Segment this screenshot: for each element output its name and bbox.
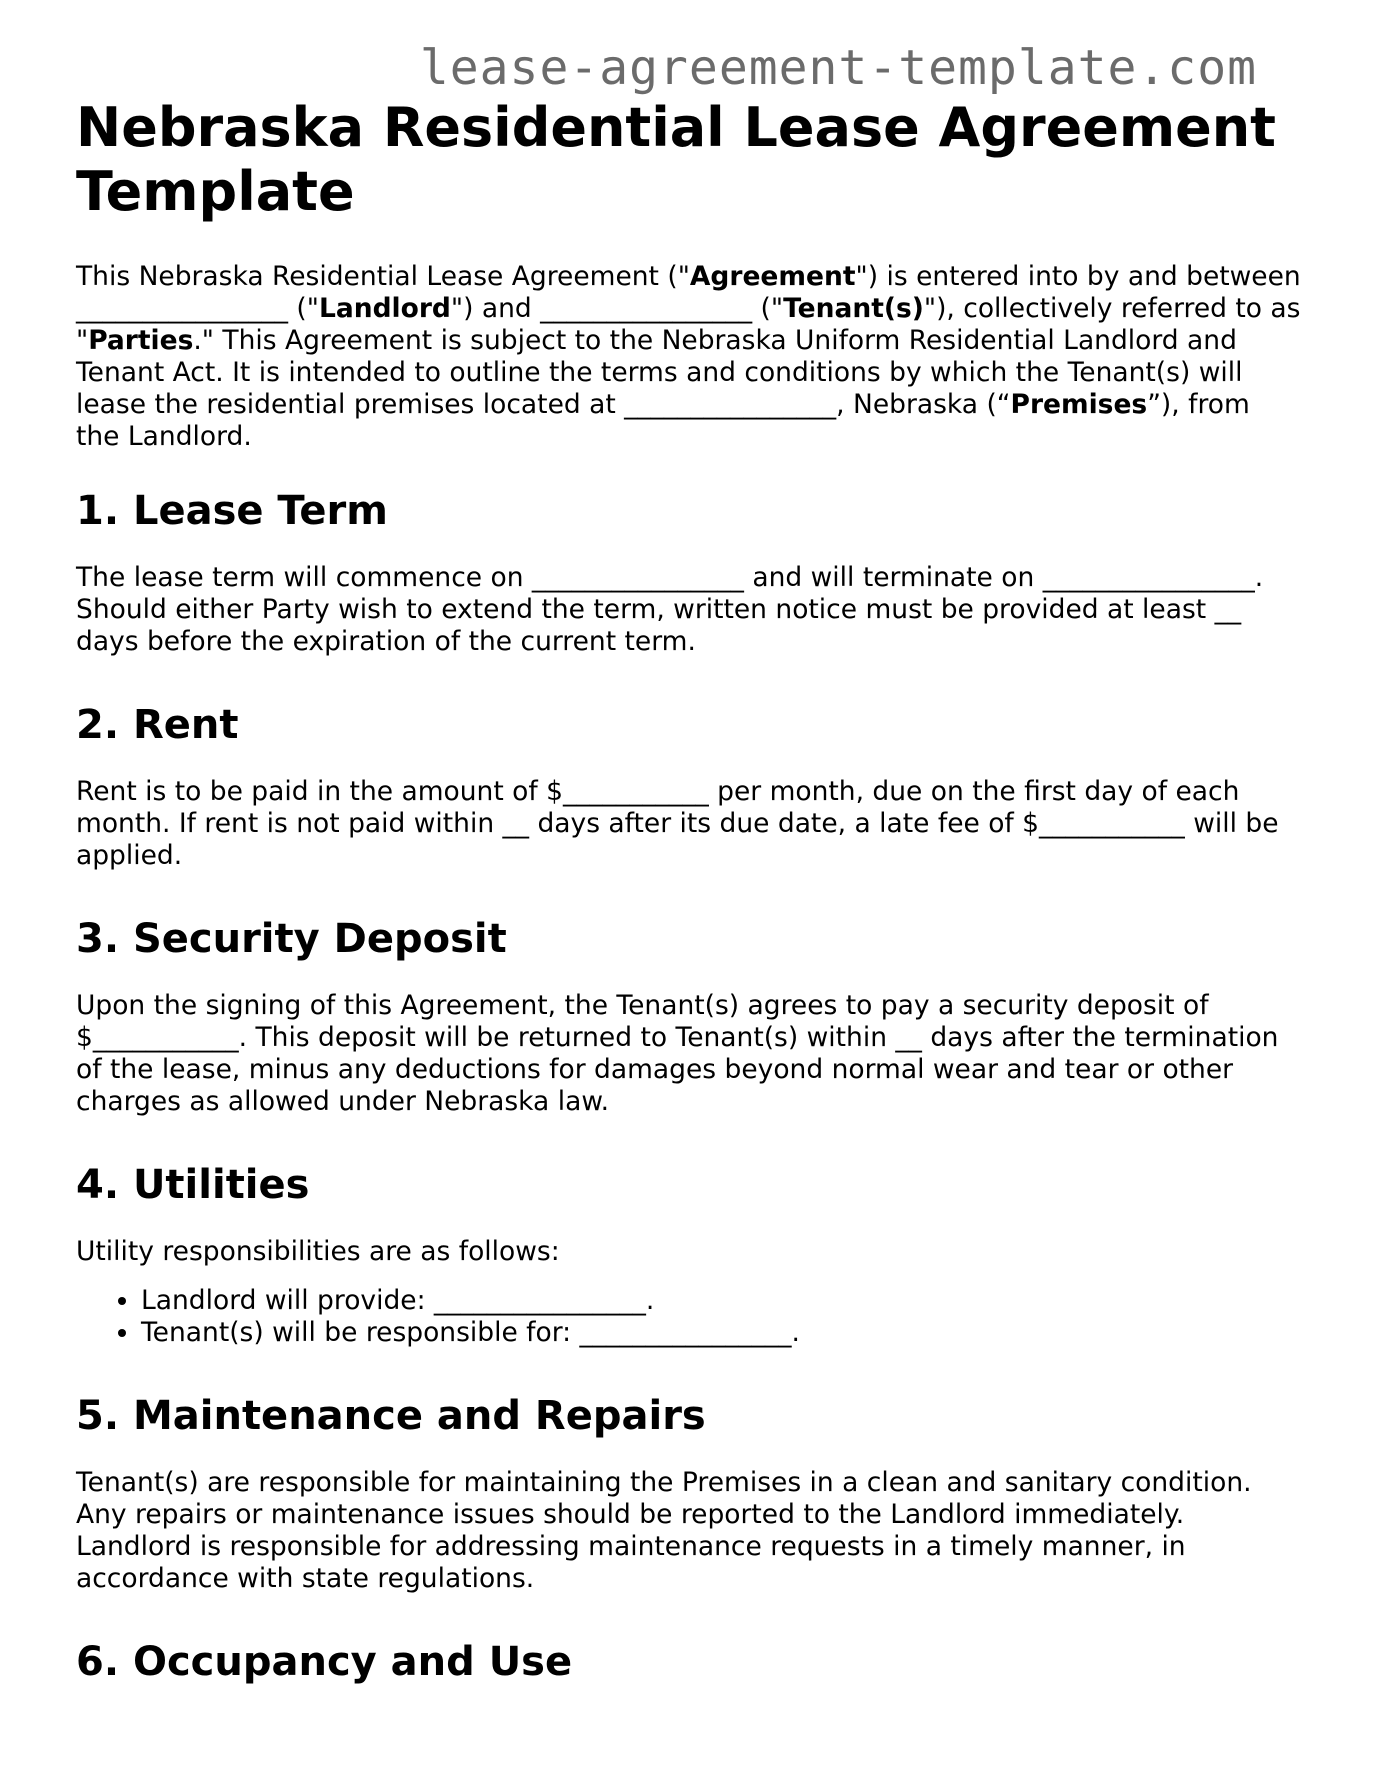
intro-text: ." This Agreement is subject to the Nebraska Uniform Residential Landlord and Tenant Act. It is intended to outline the terms and conditions by which the Tenant(s) will lease the residential premises located at ________________, Nebraska (“ [76, 325, 1243, 420]
section-heading-rent: 2. Rent [76, 702, 239, 748]
intro-text: ”), from the Landlord. [76, 389, 1250, 452]
intro-paragraph [76, 261, 1301, 453]
utilities-list [76, 1285, 1301, 1349]
intro-term-tenants: Tenant(s) [783, 293, 924, 324]
section-body-utilities: Utility responsibilities are as follows: [76, 1236, 560, 1267]
intro-term-landlord: Landlord [318, 293, 451, 324]
section-heading-maintenance: 5. Maintenance and Repairs [76, 1393, 706, 1439]
page-title: Nebraska Residential Lease Agreement Template [76, 96, 1276, 223]
intro-text: This Nebraska Residential Lease Agreement (" [76, 261, 690, 292]
section-body-maintenance: Tenant(s) are responsible for maintaining the Premises in a clean and sanitary condition. Any repairs or maintenance issues should be reported to the Landlord immediately. Landlord is responsible for addressing maintenance requests in a timely manner, in accordance with state regulations. [76, 1467, 1252, 1594]
intro-text: ") and ________________ (" [450, 293, 784, 324]
intro-term-parties: Parties [88, 325, 194, 356]
section-body-rent: Rent is to be paid in the amount of $___________ per month, due on the first day of each month. If rent is not paid within __ days after its due date, a late fee of $___________ will be applied. [76, 776, 1279, 871]
section-body-lease-term: The lease term will commence on ________________ and will terminate on ________________. Should either Party wish to extend the term, written notice must be provided at least __ days before the expiration of the current term. [76, 562, 1264, 657]
intro-text: "), collectively referred to as " [76, 293, 1301, 356]
section-heading-security-deposit: 3. Security Deposit [76, 916, 507, 962]
section-heading-utilities: 4. Utilities [76, 1162, 310, 1208]
list-item: • Landlord will provide: ________________. [141, 1285, 1301, 1317]
document-content [76, 96, 1301, 1686]
intro-term-premises: Premises [1010, 389, 1148, 420]
intro-term-agreement: Agreement [689, 261, 856, 292]
site-watermark: lease-agreement-template.com [419, 40, 1257, 96]
section-heading-lease-term: 1. Lease Term [76, 488, 388, 534]
section-heading-occupancy: 6. Occupancy and Use [76, 1639, 573, 1685]
intro-text: ") is entered into by and between ________________ (" [76, 261, 1301, 324]
list-item: • Tenant(s) will be responsible for: ________________. [141, 1317, 1301, 1349]
section-body-security-deposit: Upon the signing of this Agreement, the Tenant(s) agrees to pay a security deposit of $___________. This deposit will be returned to Tenant(s) within __ days after the termination of the lease, minus any deductions for damages beyond normal wear and tear or other charges as allowed under Nebraska law. [76, 990, 1279, 1117]
